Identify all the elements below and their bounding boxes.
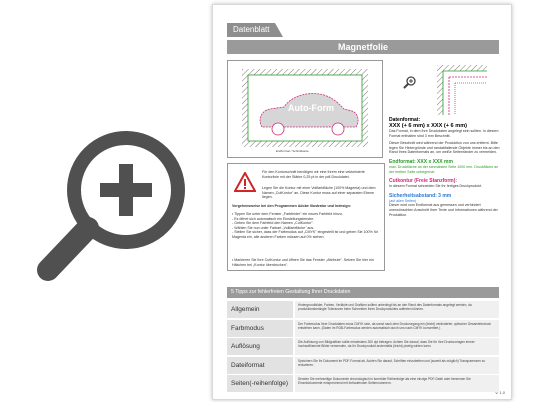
- safe-heading: Sicherheitsabstand: 3 mm: [389, 192, 452, 199]
- safe-text: Dieser wird vom Endformat aus gemessen und verhindert unerwünschten Anschnitt Ihrer Texte und Informationen während der Produktion.: [389, 203, 498, 217]
- tip-row: [227, 375, 499, 392]
- tip-label: Allgemein: [227, 301, 293, 318]
- format-value: XXX (+ 6 mm) x XXX (+ 6 mm): [389, 123, 468, 129]
- tip-text: Senden Sie mehrseitige Dokumente chronologisch in korrekter Reihenfolge als eine einzige PDF-Datei oder benennen Sie Einzeldokumente entsprechend mit fortlaufenden Seitennummern.: [295, 375, 499, 392]
- version-label: v. 1.0: [495, 390, 505, 395]
- warning-p2: Legen Sie die Kontur mit einer Vollfarbfläche (100% Magenta) und dem Namen „CutKontur" an. Diese Kontur muss auf einer separaten Ebene liegen.: [262, 186, 376, 200]
- datasheet-tab: Datenblatt: [227, 23, 275, 37]
- tip-label: Dateiformat: [227, 357, 293, 374]
- tip-text: Die Auflösung von Bildgrafiken sollte mindestens 300 dpi betragen. Achten Sie darauf, dass Sie für Ihre Druckvorlagen immer hochauflösende Bilder verwenden, da Ihr Druckprodukt andernfalls (leicht) pixelig wirken kann.: [295, 338, 499, 355]
- tips-list: [227, 301, 499, 394]
- warning-icon: [234, 172, 256, 192]
- tip-row: [227, 320, 499, 337]
- final-heading: Endformat: XXX x XXX mm: [389, 158, 453, 165]
- tip-row: [227, 357, 499, 374]
- tip-row: [227, 338, 499, 355]
- cut-heading: Cutkontur (Freie Stanzform):: [389, 178, 458, 185]
- cut-text: In diesem Format schneiden Sie Ihr fertiges Druckprodukt.: [389, 184, 482, 189]
- tip-text: Hintergrundbilder, Farben, Verläufe und Grafiken sollten unbedingt bis an den Rand des Datenformats angelegt werden, da produktionsbedingte Toleranzen beim Schneiden Ihres Druckproduktes auftreten können.: [295, 301, 499, 318]
- format-text2: Dieser Beschnitt wird während der Produktion von uns entfernt. Bitte legen Sie Hintergründe und randabfallende Objekte immer bis an den Rand Ihres Datenformats an, um weiße Seitenränder zu vermeiden.: [389, 141, 500, 155]
- warning-p1: Für den Konturschnitt benötigen wir eine Ihrem eine vektorisierte Konturlinie mit der Stärke 0,25 pt in der pdf-Druckdatei.: [262, 170, 365, 179]
- tip-text: Speichern Sie Ihr Dokument im PDF-Format ab. Achten Sie darauf, Schriften einzubetten und (soweit als möglich) Transparenzen zu reduzieren.: [295, 357, 499, 374]
- cutcontour-instructions: [227, 163, 385, 271]
- tips-heading: 5 Tipps zur fehlerfreien Gestaltung Ihrer Druckdaten: [227, 287, 499, 298]
- tip-row: [227, 301, 499, 318]
- tip-label: Seiten(-reihenfolge): [227, 375, 293, 392]
- tip-label: Farbmodus: [227, 320, 293, 337]
- warning-p3: Vorgehensweise bei den Programmen Adobe Illustrator und Indesign:: [232, 204, 352, 208]
- warning-p5: • Markieren Sie Ihre CutKontur und öffnen Sie das Fenster „Attribute". Setzen Sie hier ein Häkchen bei „Kontur überdrucken".: [232, 258, 374, 267]
- format-info: [389, 117, 501, 217]
- shape-label: Auto-Form: [288, 103, 334, 113]
- zoom-in-icon[interactable]: [30, 120, 190, 290]
- format-heading: Datenformat:: [389, 117, 421, 123]
- format-text: Das Format, in dem Ihre Druckdaten angelegt sein sollten. In diesem Format enthalten sind 3 mm Beschnitt.: [389, 129, 499, 138]
- tip-label: Auflösung: [227, 338, 293, 355]
- format-diagram: [227, 60, 383, 158]
- corner-sample: [437, 65, 487, 115]
- warning-p4: • Tippen Sie unter dem Fenster „Farbfelder" ein neues Farbfeld hinzu. - Es öffnet sich automatisch ein Einstellungsfenster. - Geben Sie dem Farbfeld den Namen „CutKontur". - Wählen Sie nun unter Farbart „Vollfarbfläche" aus. - Stellen Sie sicher, dass der Farbmodus auf „CMYK" eingestellt ist und geben Sie 100% für Magenta ein, alle anderen Farben müssen auf 0% stehen.: [232, 212, 378, 239]
- tip-text: Der Farbmodus Ihrer Druckdaten muss CMYK sein, da sonst nach dem Druckvorgang ein (leicht) veränderter, optischer Gesamteindruck entstehen kann. (Daten im RGB-Farbmodus werden automatisch durch uns nach CMYK konvertiert.): [295, 320, 499, 337]
- product-title: Magnetfolie: [227, 40, 499, 54]
- final-text: max. Druckfläche an der schmalsten Seite 1000 mm. Druckfläche an der breiten Seite unbegrenzt.: [389, 164, 499, 174]
- safe-sub: (auf allen Seiten): [389, 198, 417, 203]
- diagram-dimension: Endformat / Schnittkante: [276, 149, 309, 153]
- small-zoom-icon[interactable]: [403, 75, 417, 94]
- datasheet-page[interactable]: [212, 4, 512, 400]
